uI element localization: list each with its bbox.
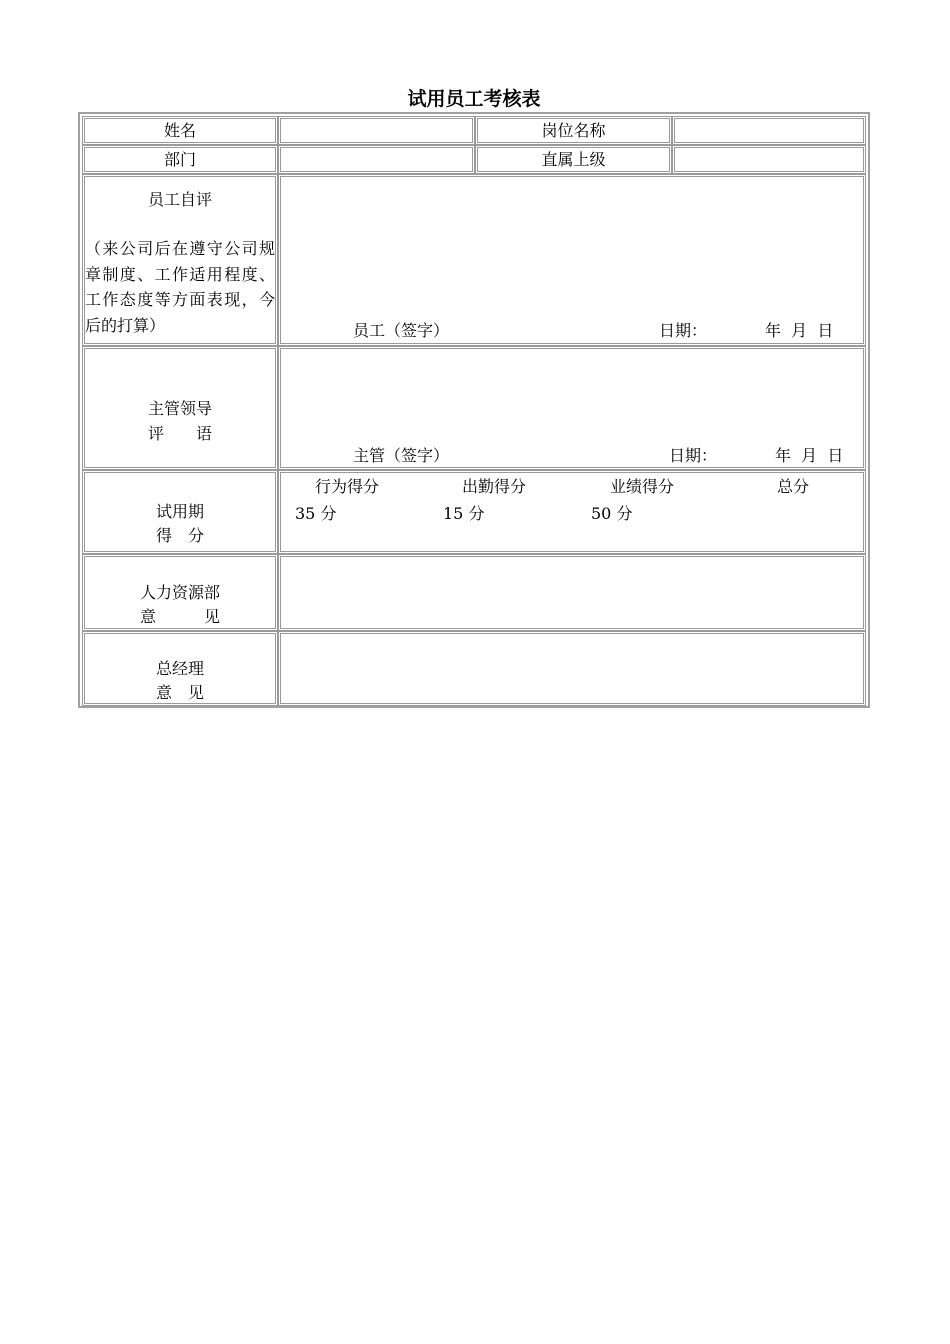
performance-score-value: 50 分 bbox=[591, 504, 633, 523]
probation-score-area[interactable] bbox=[278, 470, 866, 554]
assessment-form bbox=[78, 112, 870, 708]
dept-field[interactable] bbox=[278, 145, 475, 174]
name-label: 姓名 bbox=[82, 116, 278, 145]
self-review-hint: （来公司后在遵守公司规章制度、工作适用程度、工作态度等方面表现，今后的打算） bbox=[85, 239, 275, 335]
hr-opinion-label-1: 人力资源部 bbox=[139, 583, 220, 602]
attendance-score-value: 15 分 bbox=[443, 504, 485, 523]
manager-review-date-label: 日期： bbox=[669, 446, 718, 465]
performance-score-header: 业绩得分 bbox=[610, 477, 675, 496]
position-field[interactable] bbox=[672, 116, 866, 145]
probation-label-2: 得 分 bbox=[155, 526, 204, 545]
gm-opinion-area[interactable] bbox=[278, 631, 866, 706]
page-title: 试用员工考核表 bbox=[407, 88, 541, 110]
supervisor-label: 直属上级 bbox=[475, 145, 672, 174]
self-review-ymd: 年 月 日 bbox=[765, 321, 834, 340]
manager-review-area[interactable] bbox=[278, 346, 866, 470]
probation-label-1: 试用期 bbox=[155, 502, 204, 521]
behavior-score-value: 35 分 bbox=[295, 504, 337, 523]
self-review-area[interactable] bbox=[278, 174, 866, 346]
gm-opinion-label-cell bbox=[82, 631, 278, 706]
manager-review-label-1: 主管领导 bbox=[147, 399, 212, 418]
probation-label-cell bbox=[82, 470, 278, 554]
behavior-score-header: 行为得分 bbox=[315, 477, 380, 496]
self-review-date-label: 日期： bbox=[659, 321, 708, 340]
gm-opinion-label-2: 意 见 bbox=[155, 683, 204, 702]
manager-review-label-cell bbox=[82, 346, 278, 470]
self-review-label: 员工自评 bbox=[147, 190, 212, 209]
dept-label: 部门 bbox=[82, 145, 278, 174]
self-review-label-cell bbox=[82, 174, 278, 346]
name-field[interactable] bbox=[278, 116, 475, 145]
supervisor-field[interactable] bbox=[672, 145, 866, 174]
hr-opinion-label-cell bbox=[82, 554, 278, 631]
manager-sign-label: 主管（签字） bbox=[353, 446, 450, 465]
hr-opinion-label-2: 意 见 bbox=[139, 607, 220, 626]
employee-sign-label: 员工（签字） bbox=[353, 321, 450, 340]
gm-opinion-label-1: 总经理 bbox=[155, 659, 204, 678]
manager-review-ymd: 年 月 日 bbox=[775, 446, 844, 465]
total-score-header: 总分 bbox=[777, 477, 810, 496]
attendance-score-header: 出勤得分 bbox=[462, 477, 527, 496]
hr-opinion-area[interactable] bbox=[278, 554, 866, 631]
position-label: 岗位名称 bbox=[475, 116, 672, 145]
manager-review-label-2: 评 语 bbox=[147, 424, 212, 443]
